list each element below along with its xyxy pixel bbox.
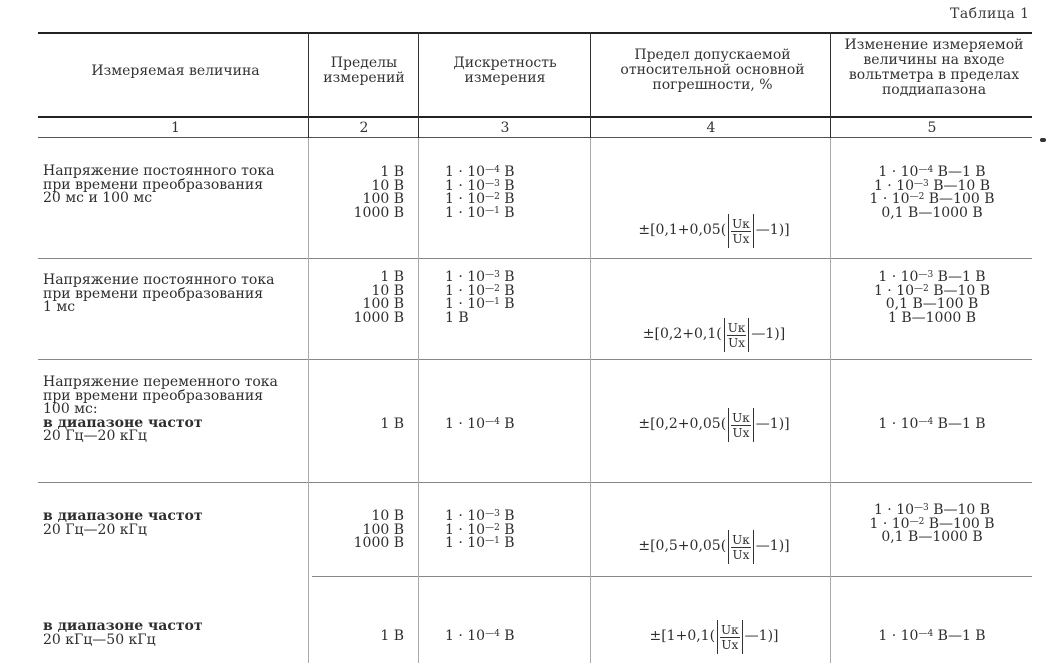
error-formula-cell: ±[0,1+0,05( $\frac{Uк}{Uх}$ —1)] <box>596 214 832 248</box>
column-numbers-rule <box>38 137 1032 138</box>
row-separator <box>312 576 1032 577</box>
quantity-cell: в диапазоне частот 20 Гц—20 кГц <box>43 508 203 538</box>
variation-cell: $1 \cdot 10^{—4}$ В—1 В <box>878 628 986 644</box>
quantity-cell: Напряжение постоянного тока при времени преобразования 20 мс и 100 мс <box>43 163 275 206</box>
discreteness-cell: $1 \cdot 10^{—3}$ В $1 \cdot 10^{—2}$ В $1 \cdot 10^{—1}$ В <box>445 508 515 551</box>
table-caption: Таблица 1 <box>950 6 1030 22</box>
column-divider <box>418 138 419 663</box>
error-formula-cell: ±[0,5+0,05( $\frac{Uк}{Uх}$ —1)] <box>596 530 832 564</box>
header-error-limit: Предел допускаемой относительной основной погрешности, % <box>620 47 805 93</box>
row-separator <box>38 258 1032 259</box>
limits-cell: 1 В <box>380 416 404 432</box>
column-divider <box>418 32 419 138</box>
header-discreteness: Дискретность измерения <box>453 55 557 86</box>
quantity-cell: в диапазоне частот 20 кГц—50 кГц <box>43 618 203 648</box>
row-separator <box>38 482 1032 483</box>
quantity-cell: Напряжение переменного тока при времени преобразования 100 мс: в диапазоне частот 20 Гц—20 кГц <box>43 374 278 444</box>
column-number: 2 <box>359 120 369 136</box>
column-number: 5 <box>927 120 937 136</box>
limits-cell: 1 В 10 В 100 В 1000 В <box>353 164 404 221</box>
limits-cell: 1 В <box>380 628 404 644</box>
column-number: 4 <box>706 120 716 136</box>
column-divider <box>830 32 831 138</box>
header-variation: Изменение измеряемой величины на входе вольтметра в пределах поддиапазона <box>844 37 1024 98</box>
limits-cell: 1 В 10 В 100 В 1000 В <box>353 269 404 326</box>
quantity-cell: Напряжение постоянного тока при времени преобразования 1 мс <box>43 272 275 315</box>
column-divider <box>590 32 591 138</box>
header-limits: Пределы измерений <box>323 55 405 86</box>
variation-cell: $1 \cdot 10^{—4}$ В—1 В $1 \cdot 10^{—3}$ В—10 В $1 \cdot 10^{—2}$ В—100 В 0,1 В—1000 В <box>869 164 995 221</box>
header-quantity: Измеряемая величина <box>91 63 260 79</box>
discreteness-cell: $1 \cdot 10^{—3}$ В $1 \cdot 10^{—2}$ В $1 \cdot 10^{—1}$ В 1 В <box>445 269 515 326</box>
error-formula-cell: ±[0,2+0,05( $\frac{Uк}{Uх}$ —1)] <box>596 408 832 442</box>
column-divider <box>308 138 309 663</box>
error-formula-cell: ±[0,2+0,1( $\frac{Uк}{Uх}$ —1)] <box>596 318 832 352</box>
discreteness-cell: $1 \cdot 10^{—4}$ В $1 \cdot 10^{—3}$ В $1 \cdot 10^{—2}$ В $1 \cdot 10^{—1}$ В <box>445 164 515 221</box>
error-formula-cell: ±[1+0,1( $\frac{Uк}{Uх}$ —1)] <box>596 620 832 654</box>
limits-cell: 10 В 100 В 1000 В <box>353 508 404 551</box>
table-top-rule <box>38 32 1032 34</box>
variation-cell: $1 \cdot 10^{—4}$ В—1 В <box>878 416 986 432</box>
header-bottom-rule <box>38 116 1032 118</box>
row-separator <box>38 359 1032 360</box>
variation-cell: $1 \cdot 10^{—3}$ В—1 В $1 \cdot 10^{—2}$ В—10 В 0,1 В—100 В 1 В—1000 В <box>873 269 991 326</box>
ink-mark <box>1040 138 1046 142</box>
column-divider <box>308 32 309 138</box>
column-divider <box>590 138 591 663</box>
variation-cell: $1 \cdot 10^{—3}$ В—10 В $1 \cdot 10^{—2}$ В—100 В 0,1 В—1000 В <box>869 502 995 545</box>
discreteness-cell: $1 \cdot 10^{—4}$ В <box>445 628 515 644</box>
column-number: 1 <box>171 120 180 136</box>
discreteness-cell: $1 \cdot 10^{—4}$ В <box>445 416 515 432</box>
column-number: 3 <box>500 120 510 136</box>
